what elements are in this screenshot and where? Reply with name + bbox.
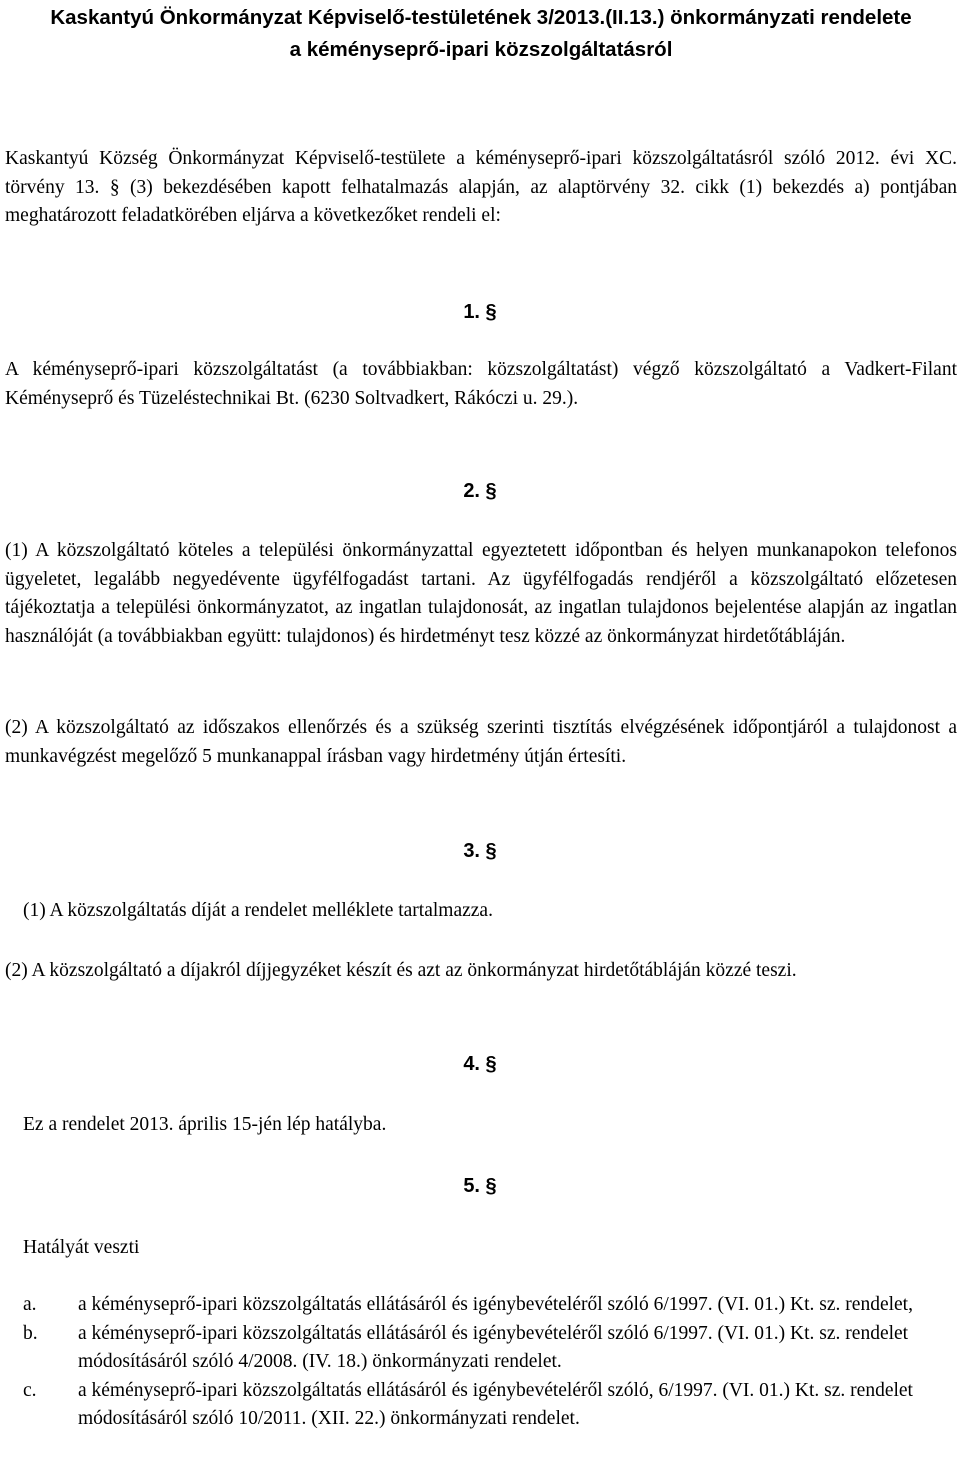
section-4-heading: 4. § [463, 1053, 497, 1075]
list-item-text: a kéményseprő-ipari közszolgáltatás ellátásáról és igénybevételéről szóló 6/1997. (VI. 01.) Kt. sz. rendelet módosításáról szóló 4/2008. (IV. 18.) önkormányzati rendelet. [78, 1322, 909, 1372]
section-5-intro: Hatályát veszti [23, 1237, 140, 1258]
section-3-paragraph-1: (1) A közszolgáltatás díját a rendelet melléklete tartalmazza. [23, 900, 493, 921]
list-item-text: a kéményseprő-ipari közszolgáltatás ellátásáról és igénybevételéről szóló, 6/1997. (VI. 01.) Kt. sz. rendelet módosításáról szóló 10/2011. (XII. 22.) önkormányzati rendelet. [78, 1379, 913, 1429]
section-5-heading: 5. § [463, 1175, 497, 1197]
section-1-text: A kéményseprő-ipari közszolgáltatást (a továbbiakban: közszolgáltatást) végző közszolgáltató a Vadkert-Filant Kéményseprő és Tüzeléstechnikai Bt. (6230 Soltvadkert, Rákóczi u. 29.). [5, 359, 957, 409]
list-item [23, 1291, 959, 1320]
section-2-paragraph-1: (1) A közszolgáltató köteles a települési önkormányzattal egyeztetett időpontban és helyen munkanapokon telefonos ügyeletet, legalább negyedévente ügyfélfogadást tartani. Az ügyfélfogadás rendjéről a közszolgáltató előzetesen tájékoztatja a települési önkormányzatot, az ingatlan tulajdonosát, az ingatlan tulajdonos bejelentése alapján az ingatlan használóját (a továbbiakban együtt: tulajdonos) és hirdetményt tesz közzé az önkormányzat hirdetőtábláján. [5, 540, 957, 647]
section-2-paragraph-2: (2) A közszolgáltató az időszakos ellenőrzés és a szükség szerinti tisztítás elvégzésének időpontjáról a tulajdonost a munkavégzést megelőző 5 munkanappal írásban vagy hirdetmény útján értesíti. [5, 717, 957, 767]
section-2-heading: 2. § [463, 480, 497, 502]
repealed-list [23, 1291, 959, 1434]
section-4-text: Ez a rendelet 2013. április 15-jén lép hatályba. [23, 1114, 387, 1135]
list-marker: b. [23, 1322, 38, 1344]
section-1-heading: 1. § [463, 301, 497, 323]
list-marker: c. [23, 1379, 37, 1401]
section-3-heading: 3. § [463, 840, 497, 862]
title-line-1: Kaskantyú Önkormányzat Képviselő-testületének 3/2013.(II.13.) önkormányzati rendelete [50, 6, 912, 29]
list-marker: a. [23, 1294, 37, 1315]
preamble-paragraph: Kaskantyú Község Önkormányzat Képviselő-testülete a kéményseprő-ipari közszolgáltatásról szóló 2012. évi XC. törvény 13. § (3) bekezdésében kapott felhatalmazás alapján, az alaptörvény 32. cikk (1) bekezdés a) pontjában meghatározott feladatkörében eljárva a következőket rendeli el: [5, 148, 957, 226]
list-item [23, 1320, 959, 1377]
document-title [5, 2, 957, 66]
list-item [23, 1377, 959, 1434]
title-line-2: a kéményseprő-ipari közszolgáltatásról [289, 38, 673, 61]
section-3-paragraph-2: (2) A közszolgáltató a díjakról díjjegyzéket készít és azt az önkormányzat hirdetőtábláján közzé teszi. [5, 960, 797, 981]
list-item-text: a kéményseprő-ipari közszolgáltatás ellátásáról és igénybevételéről szóló 6/1997. (VI. 01.) Kt. sz. rendelet, [78, 1294, 913, 1315]
